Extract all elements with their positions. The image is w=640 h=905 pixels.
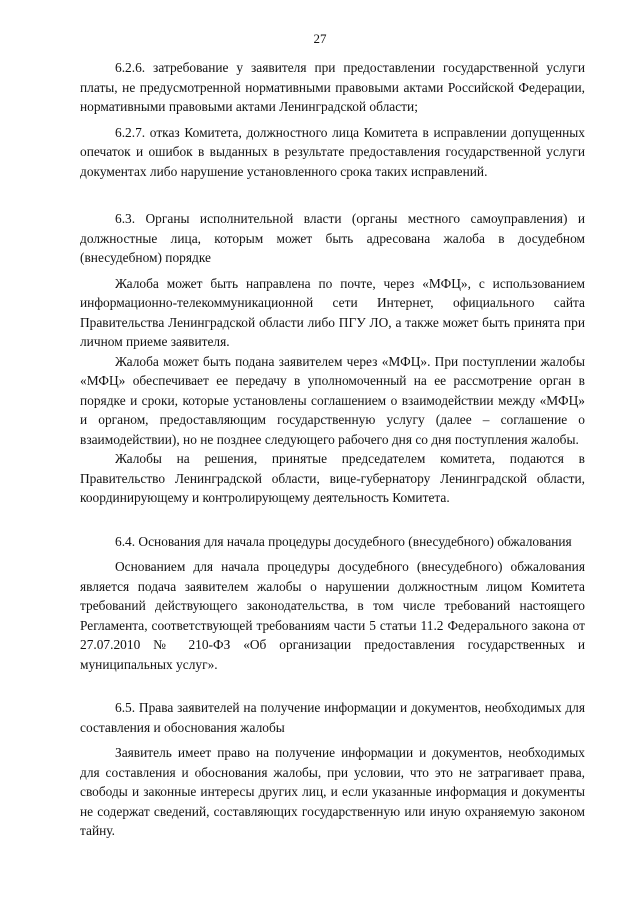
paragraph-mfc-complaint: Жалоба может быть подана заявителем через «МФЦ». При поступлении жалобы «МФЦ» обеспечивает ее передачу в уполномоченный на ее рассмотрение орган в порядке и сроки, которые установлены соглашением о взаимодействии между «МФЦ» и органом, предоставляющим государственную услугу (далее – соглашение о взаимодействии), но не позднее следующего рабочего дня со дня поступления жалобы. [80,353,585,447]
section-heading-6-4: 6.4. Основания для начала процедуры досудебного (внесудебного) обжалования [115,533,572,549]
paragraph-complaint-channels: Жалоба может быть направлена по почте, через «МФЦ», с использованием информационно-телекоммуникационной сети Интернет, официального сайта Правительства Ленинградской области либо ПГУ ЛО, а также может быть принята при личном приеме заявителя. [80,275,585,349]
spacer [80,674,585,698]
paragraph-grounds: Основанием для начала процедуры досудебного (внесудебного) обжалования является подача заявителем жалобы о нарушении должностным лицом Комитета требований действующего законодательства, в том числе требований настоящего Регламента, соответствующей требованиям части 5 статьи 11.2 Федерального закона от 27.07.2010 № 210-ФЗ «Об организации предоставления государственных и муниципальных услуг». [80,559,585,672]
section-heading-6-5: 6.5. Права заявителей на получение информации и документов, необходимых для составления и обоснования жалобы [80,700,585,735]
paragraph-chairman-decisions: Жалобы на решения, принятые председателем комитета, подаются в Правительство Ленинградской области, вице-губернатору Ленинградской области, координирующему и контролирующему деятельность Комитета. [80,451,585,505]
spacer [80,181,585,209]
page-number: 27 [313,31,327,46]
section-heading-6-3: 6.3. Органы исполнительной власти (органы местного самоуправления) и должностные лица, которым может быть адресована жалоба в досудебном (внесудебном) порядке [80,211,585,265]
paragraph-applicant-rights: Заявитель имеет право на получение информации и документов, необходимых для составления и обоснования жалобы, при условии, что это не затрагивает права, свободы и законные интересы других лиц, и если указанные информация и документы не содержат сведений, составляющих государственную или иную охраняемую законом тайну. [80,745,585,838]
document-body [80,58,585,841]
paragraph-6-2-6: 6.2.6. затребование у заявителя при предоставлении государственной услуги платы, не предусмотренной нормативными правовыми актами Российской Федерации, нормативными правовыми актами Ленинградской области; [80,60,585,114]
paragraph-6-2-7: 6.2.7. отказ Комитета, должностного лица Комитета в исправлении допущенных опечаток и ошибок в выданных в результате предоставления государственной услуги документах либо нарушение установленного срока таких исправлений. [80,124,585,179]
spacer [80,508,585,532]
